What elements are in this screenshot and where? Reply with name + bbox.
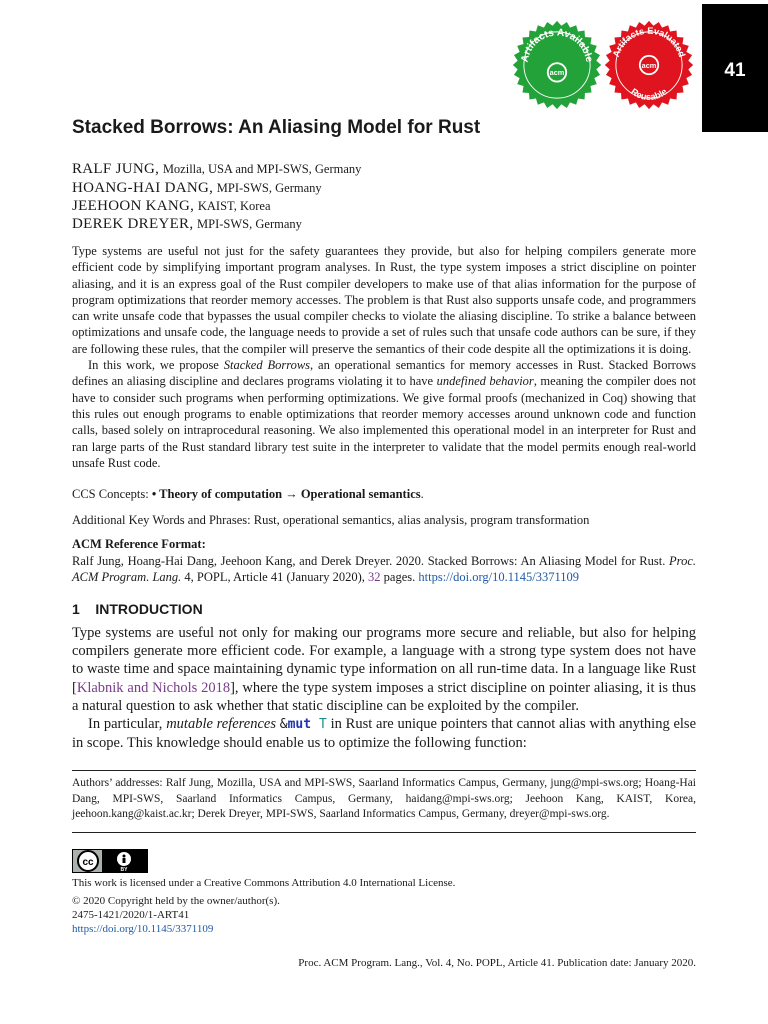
ccs-concepts: CCS Concepts: • Theory of computation → Operational semantics.	[72, 487, 424, 501]
artifacts-evaluated-badge-icon	[603, 19, 695, 111]
cc-by-icon	[72, 849, 148, 873]
reference-format-heading: ACM Reference Format:	[72, 537, 206, 551]
abstract-paragraph-1: Type systems are useful not just for the safety guarantees they provide, but also for helping compilers generate more efficient code by simplifying important program analyses. In Rust, the type system imposes a strict discipline on pointer aliasing, and it is an express goal of the Rust compiler developers to make use of that alias information for the purpose of program optimizations that reorder memory accesses. The problem is that Rust also supports unsafe code, and programmers can write unsafe code that bypasses the usual compiler checks to violate the aliasing discipline. To strike a balance between optimizations and unsafe code, the language needs to provide a set of rules such that unsafe code authors can be sure, if they are following these rules, that the compiler will preserve the semantics of their code despite all the optimizations it is doing.	[72, 244, 696, 356]
article-number-tab	[702, 4, 768, 132]
author-name: JEEHOON KANG,	[72, 198, 195, 214]
footnote-rule-bottom	[72, 832, 696, 833]
author-3	[72, 198, 271, 215]
issn: 2475-1421/2020/1-ART41	[72, 909, 190, 921]
author-2	[72, 180, 322, 197]
doi-footer-link[interactable]: https://doi.org/10.1145/3371109	[72, 923, 214, 935]
doi-link[interactable]: https://doi.org/10.1145/3371109	[418, 570, 580, 585]
author-name: DEREK DREYER,	[72, 216, 194, 232]
author-affiliation: KAIST, Korea	[197, 199, 271, 213]
author-name: RALF JUNG,	[72, 161, 160, 177]
badge-2-acm: acm	[641, 60, 657, 70]
inline-code: &mut T	[279, 717, 327, 733]
citation-link[interactable]: Klabnik and Nichols 2018	[76, 679, 231, 696]
author-1	[72, 161, 361, 178]
intro-paragraph-1: Type systems are useful not only for making our programs more secure and reliable, but also for helping compilers generate more efficient code. For example, a language with a strong type system does not have to waste time and space maintaining dynamic type information on all run-time data. In a language like Rust [Klabnik and Nichols 2018], where the type system imposes a strict discipline on pointer aliasing, it is thus a natural question to ask whether that static discipline can be exploited by the compiler.	[72, 625, 696, 714]
author-affiliation: MPI-SWS, Germany	[197, 217, 302, 231]
svg-text:Reusable: Reusable	[629, 86, 669, 103]
copyright: © 2020 Copyright held by the owner/author(s).	[72, 895, 280, 907]
artifacts-evaluated-badge	[603, 19, 695, 116]
page-count-link[interactable]: 32	[368, 570, 381, 585]
paper-title: Stacked Borrows: An Aliasing Model for Rust	[72, 117, 481, 138]
footnote-rule	[72, 770, 696, 771]
author-affiliation: Mozilla, USA and MPI-SWS, Germany	[162, 162, 362, 176]
introduction-body	[72, 624, 696, 752]
keywords: Additional Key Words and Phrases: Rust, operational semantics, alias analysis, program transformation	[72, 513, 590, 527]
reference-format-text: Ralf Jung, Hoang-Hai Dang, Jeehoon Kang, and Derek Dreyer. 2020. Stacked Borrows: An Aliasing Model for Rust. Proc. ACM Program. Lang. 4, POPL, Article 41 (January 2020), 32 pages. https://doi.org/10.1145/3371109	[72, 554, 696, 585]
artifacts-available-badge	[511, 19, 603, 116]
publication-line: Proc. ACM Program. Lang., Vol. 4, No. POPL, Article 41. Publication date: January 2020.	[298, 957, 696, 969]
author-affiliation: MPI-SWS, Germany	[216, 181, 322, 195]
section-number: 1	[72, 601, 80, 617]
author-name: HOANG-HAI DANG,	[72, 180, 214, 196]
authors-addresses: Authors’ addresses: Ralf Jung, Mozilla, USA and MPI-SWS, Saarland Informatics Campus, Germany, jung@mpi-sws.org; Hoang-Hai Dang, MPI-SWS, Saarland Informatics Campus, Germany, haidang@mpi-sws.org; Jeehoon Kang, KAIST, Korea, jeehoon.kang@kaist.ac.kr; Derek Dreyer, MPI-SWS, Saarland Informatics Campus, Germany, dreyer@mpi-sws.org.	[72, 777, 696, 820]
abstract-paragraph-2: In this work, we propose Stacked Borrows, an operational semantics for memory accesses in Rust. Stacked Borrows defines an aliasing discipline and declares programs violating it to have undefined behavior, meaning the compiler does not have to consider such programs when performing optimizations. We give formal proofs (mechanized in Coq) showing that this rules out enough programs to enable optimizations that reorder memory accesses around unknown code and function calls, based solely on intraprocedural reasoning. We also implemented this operational model in an interpreter for Rust and ran large parts of the Rust standard library test suite in the interpreter to validate that the model permits enough real-world unsafe Rust code.	[72, 358, 696, 470]
cc-text: cc	[82, 857, 94, 868]
artifacts-available-badge-icon	[511, 19, 603, 111]
cc-by-license-badge[interactable]	[72, 849, 148, 873]
intro-paragraph-2: In particular, mutable references &mut T in Rust are unique pointers that cannot alias with anything else in scope. This knowledge should enable us to optimize the following function:	[72, 716, 697, 752]
license-text: This work is licensed under a Creative Commons Attribution 4.0 International License.	[72, 877, 456, 889]
section-heading	[72, 601, 203, 617]
badge-1-acm: acm	[549, 68, 565, 78]
author-4	[72, 216, 302, 233]
by-text: BY	[120, 867, 128, 873]
badge-1-label: Artifacts Available	[519, 27, 595, 64]
abstract	[72, 243, 696, 471]
section-title: INTRODUCTION	[95, 601, 203, 617]
article-number: 41	[724, 60, 746, 81]
svg-text:Artifacts Evaluated: Artifacts Evaluated	[610, 25, 688, 59]
